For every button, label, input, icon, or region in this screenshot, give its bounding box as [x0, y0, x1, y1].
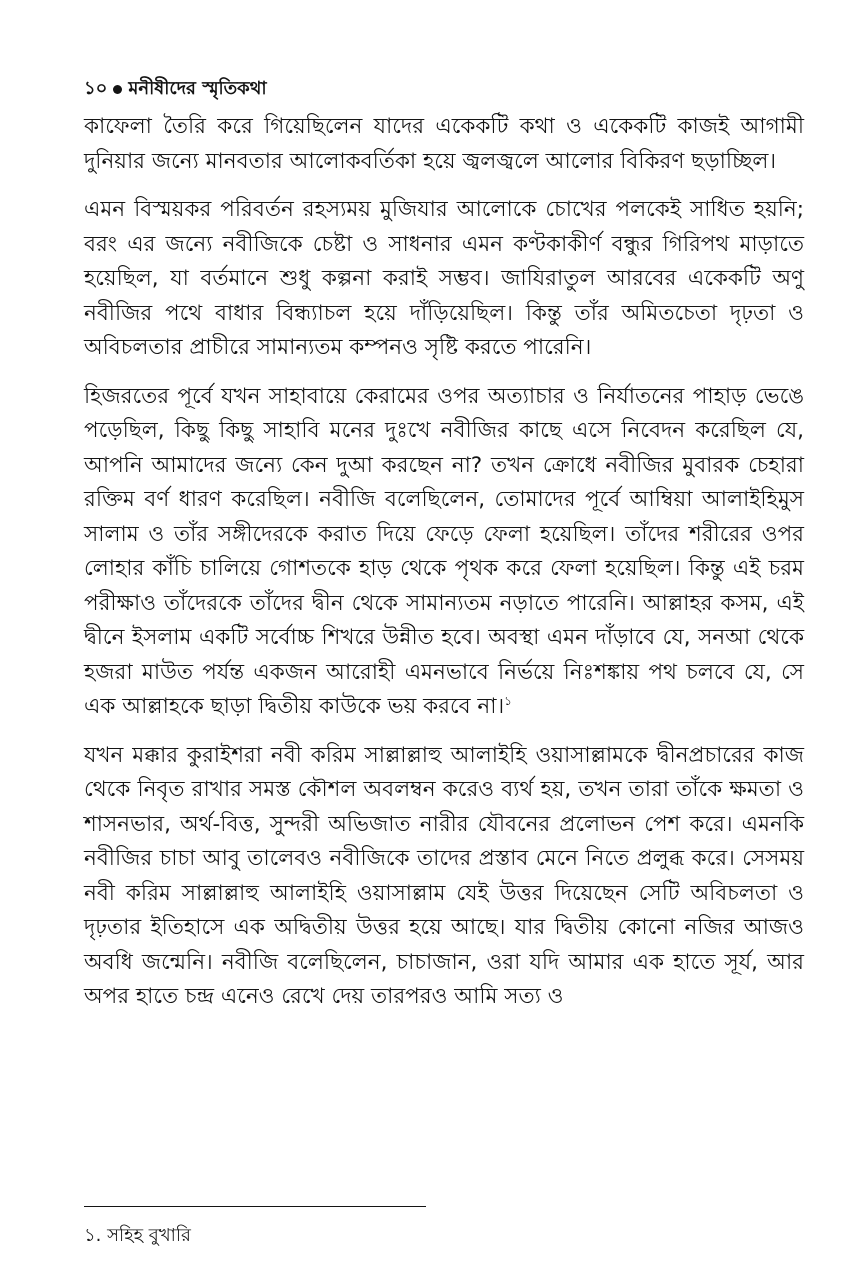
paragraph-3: [84, 380, 804, 725]
footnote-reference[interactable]: ১: [504, 693, 512, 708]
paragraph-3-text: হিজরতের পূর্বে যখন সাহাবায়ে কেরামের ওপর অত্যাচার ও নির্যাতনের পাহাড় ভেঙে পড়েছিল, কিছু কিছু সাহাবি মনের দুঃখে নবীজির কাছে এসে নিবেদন করেছিল যে, আপনি আমাদের জন্যে কেন দুআ করছেন না? তখন ক্রোধে নবীজির মুবারক চেহারা রক্তিম বর্ণ ধারণ করেছিল। নবীজি বলেছিলেন, তোমাদের পূর্বে আম্বিয়া আলাইহিমুস সালাম ও তাঁর সঙ্গীদেরকে করাত দিয়ে ফেড়ে ফেলা হয়েছিল। তাঁদের শরীরের ওপর লোহার কাঁচি চালিয়ে গোশতকে হাড় থেকে পৃথক করে ফেলা হয়েছিল। কিন্তু এই চরম পরীক্ষাও তাঁদেরকে তাঁদের দ্বীন থেকে সামান্যতম নড়াতে পারেনি। আল্লাহর কসম, এই দ্বীনে ইসলাম একটি সর্বোচ্চ শিখরে উন্নীত হবে। অবস্থা এমন দাঁড়াবে যে, সনআ থেকে হজরা মাউত পর্যন্ত একজন আরোহী এমনভাবে নির্ভয়ে নিঃশঙ্কায় পথ চলবে যে, সে এক আল্লাহকে ছাড়া দ্বিতীয় কাউকে ভয় করবে না।: [84, 383, 804, 719]
running-header: [84, 74, 267, 105]
bullet-icon: [113, 85, 122, 94]
page-number: ১০: [84, 78, 108, 99]
paragraph-2: এমন বিস্ময়কর পরিবর্তন রহস্যময় মুজিযার আলোকে চোখের পলকেই সাধিত হয়নি; বরং এর জন্যে নবীজিকে চেষ্টা ও সাধনার এমন কণ্টকাকীর্ণ বন্ধুর গিরিপথ মাড়াতে হয়েছিল, যা বর্তমানে শুধু কল্পনা করাই সম্ভব। জাযিরাতুল আরবের একেকটি অণু নবীজির পথে বাধার বিন্ধ্যাচল হয়ে দাঁড়িয়েছিল। কিন্তু তাঁর অমিতচেতা দৃঢ়তা ও অবিচলতার প্রাচীরে সামান্যতম কম্পনও সৃষ্টি করতে পারেনি।: [84, 197, 804, 360]
paragraph-4: যখন মক্কার কুরাইশরা নবী করিম সাল্লাল্লাহু আলাইহি ওয়াসাল্লামকে দ্বীনপ্রচারের কাজ থেকে নিবৃত রাখার সমস্ত কৌশল অবলম্বন করেও ব্যর্থ হয়, তখন তারা তাঁকে ক্ষমতা ও শাসনভার, অর্থ-বিত্ত, সুন্দরী অভিজাত নারীর যৌবনের প্রলোভন পেশ করে। এমনকি নবীজির চাচা আবু তালেবও নবীজিকে তাদের প্রস্তাব মেনে নিতে প্রলুব্ধ করে। সেসময় নবী করিম সাল্লাল্লাহু আলাইহি ওয়াসাল্লাম যেই উত্তর দিয়েছেন সেটি অবিচলতা ও দৃঢ়তার ইতিহাসে এক অদ্বিতীয় উত্তর হয়ে আছে। যার দ্বিতীয় কোনো নজির আজও অবধি জন্মেনি। নবীজি বলেছিলেন, চাচাজান, ওরা যদি আমার এক হাতে সূর্য, আর অপর হাতে চন্দ্র এনেও রেখে দেয় তারপরও আমি সত্য ও: [84, 742, 804, 1009]
footnote: ১. সহিহ বুখারি: [84, 1225, 191, 1246]
book-title: মনীষীদের স্মৃতিকথা: [128, 78, 267, 99]
footnote-divider: [84, 1206, 426, 1207]
paragraph-1: কাফেলা তৈরি করে গিয়েছিলেন যাদের একেকটি কথা ও একেকটি কাজই আগামী দুনিয়ার জন্যে মানবতার আলোকবর্তিকা হয়ে জ্বলজ্বলে আলোর বিকিরণ ছড়াচ্ছিল।: [84, 114, 804, 174]
body-text: [84, 110, 804, 1029]
